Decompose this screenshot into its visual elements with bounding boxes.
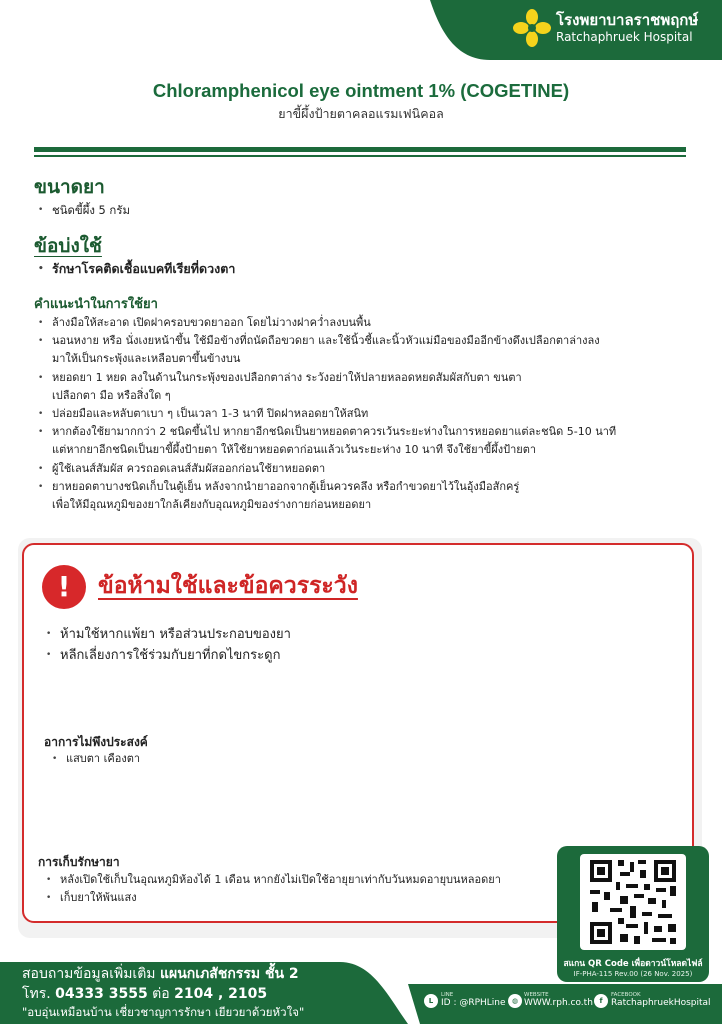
side-effects-list (48, 750, 548, 768)
warning-heading: ข้อห้ามใช้และข้อควรระวัง (98, 573, 358, 599)
usage-list (34, 314, 714, 514)
title-divider-thin (34, 155, 686, 157)
drug-title: Chloramphenicol eye ointment 1% (COGETINE) (152, 80, 570, 101)
dose-item: • ชนิดขี้ผึ้ง 5 กรัม (34, 201, 674, 219)
usage-item: • ปล่อยมือและหลับตาเบา ๆ เป็นเวลา 1-3 นาที ปิดฝาหลอดยาให้สนิท (34, 405, 714, 423)
footer-website[interactable]: WEBSITE WWW.rph.co.th (524, 992, 593, 1008)
usage-item: • ล้างมือให้สะอาด เปิดฝาครอบขวดยาออก โดยไม่วางฝาคว่ำลงบนพื้น (34, 314, 714, 332)
drug-subtitle: ยาขี้ผึ้งป้ายตาคลอแรมเฟนิคอล (278, 106, 444, 121)
globe-icon: ◍ (508, 994, 522, 1008)
indication-heading: ข้อบ่งใช้ (34, 235, 102, 257)
usage-item: • หากต้องใช้ยามากกว่า 2 ชนิดขึ้นไป หากยาอีกชนิดเป็นยาหยอดตาควรเว้นระยะห่างในการหยอดยาแต่ละชนิด 5-10 นาที แต่หากยาอีกชนิดเป็นยาขี้ผึ้งป้ายตา ให้ใช้ยาหยอดตาก่อนแล้วเว้นระยะห่าง 10 นาที จึงใช้ยาขี้ผึ้งป้ายตา (34, 423, 714, 459)
hospital-logo-icon (512, 8, 552, 48)
usage-item: • ผู้ใช้เลนส์สัมผัส ควรถอดเลนส์สัมผัสออกก่อนใช้ยาหยอดตา (34, 460, 714, 478)
storage-list (42, 871, 552, 907)
side-effects-heading: อาการไม่พึงประสงค์ (44, 735, 148, 749)
footer-phone: 04333 3555 (55, 986, 148, 1002)
usage-item: • ยาหยอดตาบางชนิดเก็บในตู้เย็น หลังจากนำยาออกจากตู้เย็นควรคลึง หรือกำขวดยาไว้ในอุ้งมือสักครู่ เพื่อให้มีอุณหภูมิของยาใกล้เคียงกับอุณหภูมิของร่างกายก่อนหยอดยา (34, 478, 714, 514)
warning-item: • หลีกเลี่ยงการใช้ร่วมกับยาที่กดไขกระดูก (42, 645, 642, 666)
footer-phone-line: โทร. 04333 3555 ต่อ 2104 , 2105 (22, 986, 268, 1002)
dose-heading: ขนาดยา (34, 176, 105, 198)
title-divider-thick (34, 147, 686, 152)
line-icon: L (424, 994, 438, 1008)
footer-info-line: สอบถามข้อมูลเพิ่มเติม แผนกเภสัชกรรม ชั้น 2 (22, 966, 299, 982)
form-code: IF-PHA-115 Rev.00 (26 Nov. 2025) (573, 970, 693, 978)
usage-heading: คำแนะนำในการใช้ยา (34, 297, 158, 312)
warning-exclamation-icon: ! (42, 565, 86, 609)
facebook-icon: f (594, 994, 608, 1008)
footer-facebook[interactable]: FACEBOOK RatchaphruekHospital (611, 992, 711, 1008)
storage-item: • หลังเปิดใช้เก็บในอุณหภูมิห้องได้ 1 เดือน หากยังไม่เปิดใช้อายุยาเท่ากับวันหมดอายุบนหลอดยา (42, 871, 552, 889)
usage-item: • หยอดยา 1 หยด ลงในด้านในกระพุ้งของเปลือกตาล่าง ระวังอย่าให้ปลายหลอดหยดสัมผัสกับตา ขนตา เปลือกตา มือ หรือสิ่งใด ๆ (34, 369, 714, 405)
indication-list (34, 260, 674, 278)
hospital-name-english: Ratchaphruek Hospital (556, 30, 693, 44)
footer-department: แผนกเภสัชกรรม ชั้น 2 (160, 966, 299, 982)
footer-ext: 2104 , 2105 (174, 986, 268, 1002)
usage-item: • นอนหงาย หรือ นั่งเงยหน้าขึ้น ใช้มือข้างที่ถนัดถือขวดยา และใช้นิ้วชี้และนิ้วหัวแม่มือของมืออีกข้างดึงเปลือกตาล่างลง มาให้เป็นกระพุ้งและเหลือบตาขึ้นข้างบน (34, 332, 714, 368)
footer-line[interactable]: LINE ID : @RPHLine (441, 992, 506, 1008)
hospital-name-thai: โรงพยาบาลราชพฤกษ์ (556, 11, 699, 29)
warning-item: • ห้ามใช้หากแพ้ยา หรือส่วนประกอบของยา (42, 624, 642, 645)
dose-list (34, 201, 674, 219)
storage-heading: การเก็บรักษายา (38, 855, 120, 869)
side-effect-item: • แสบตา เคืองตา (48, 750, 548, 768)
qr-caption: สแกน QR Code เพื่อดาวน์โหลดไฟล์ (563, 959, 703, 969)
warning-list (42, 624, 642, 666)
storage-item: • เก็บยาให้พ้นแสง (42, 889, 552, 907)
indication-item: • รักษาโรคติดเชื้อแบคทีเรียที่ดวงตา (34, 260, 674, 278)
qr-code[interactable] (580, 854, 686, 950)
footer-slogan: "อบอุ่นเหมือนบ้าน เชี่ยวชาญการรักษา เยียวยาด้วยหัวใจ" (22, 1005, 305, 1019)
